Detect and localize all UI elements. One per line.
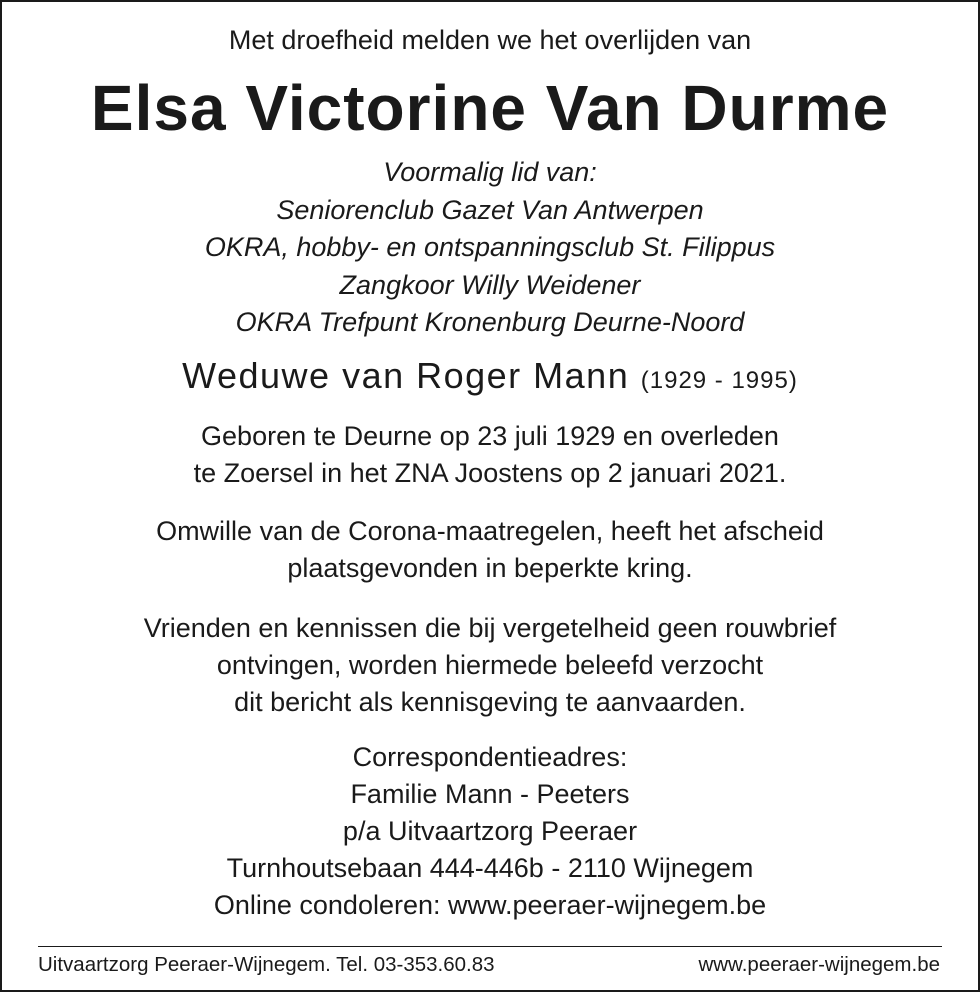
correspondence-address: Turnhoutsebaan 444-446b - 2110 Wijnegem (226, 853, 754, 883)
paragraph-line: te Zoersel in het ZNA Joostens op 2 januari 2021. (193, 458, 787, 488)
membership-line: OKRA, hobby- en ontspanningsclub St. Filippus (204, 232, 776, 262)
memberships-block (2, 154, 978, 342)
membership-line: Zangkoor Willy Weidener (339, 269, 641, 300)
paragraph-line: Omwille van de Corona-maatregelen, heeft het afscheid (156, 516, 824, 546)
footer-divider (38, 946, 942, 947)
deceased-name: Elsa Victorine Van Durme (90, 72, 890, 144)
footer (38, 952, 940, 978)
paragraph-line: ontvingen, worden hiermede beleefd verzocht (216, 650, 764, 680)
correspondence-line: Familie Mann - Peeters (350, 779, 630, 809)
condolence-website: Online condoleren: www.peeraer-wijnegem.be (213, 890, 767, 920)
birth-death-paragraph (2, 418, 978, 492)
widow-line (2, 352, 978, 405)
membership-line: OKRA Trefpunt Kronenburg Deurne-Noord (235, 307, 745, 337)
membership-line: Seniorenclub Gazet Van Antwerpen (276, 194, 704, 225)
corona-paragraph (2, 513, 978, 587)
memberships-heading: Voormalig lid van: (383, 157, 597, 187)
paragraph-line: dit bericht als kennisgeving te aanvaarden. (234, 687, 746, 717)
friends-paragraph (2, 610, 978, 721)
paragraph-line: Vrienden en kennissen die bij vergetelheid geen rouwbrief (143, 613, 837, 643)
paragraph-line: Geboren te Deurne op 23 juli 1929 en overleden (201, 421, 779, 451)
footer-contact: Uitvaartzorg Peeraer-Wijnegem. Tel. 03-353.60.83 (38, 953, 495, 976)
intro-line: Met droefheid melden we het overlijden van (228, 25, 752, 55)
correspondence-block (2, 739, 978, 924)
spouse-years: (1929 - 1995) (640, 367, 798, 394)
widow-of-text: Weduwe van Roger Mann (182, 355, 630, 396)
footer-website: www.peeraer-wijnegem.be (698, 953, 940, 976)
paragraph-line: plaatsgevonden in beperkte kring. (287, 553, 693, 583)
correspondence-line: p/a Uitvaartzorg Peeraer (342, 816, 638, 846)
correspondence-heading: Correspondentieadres: (352, 742, 628, 772)
